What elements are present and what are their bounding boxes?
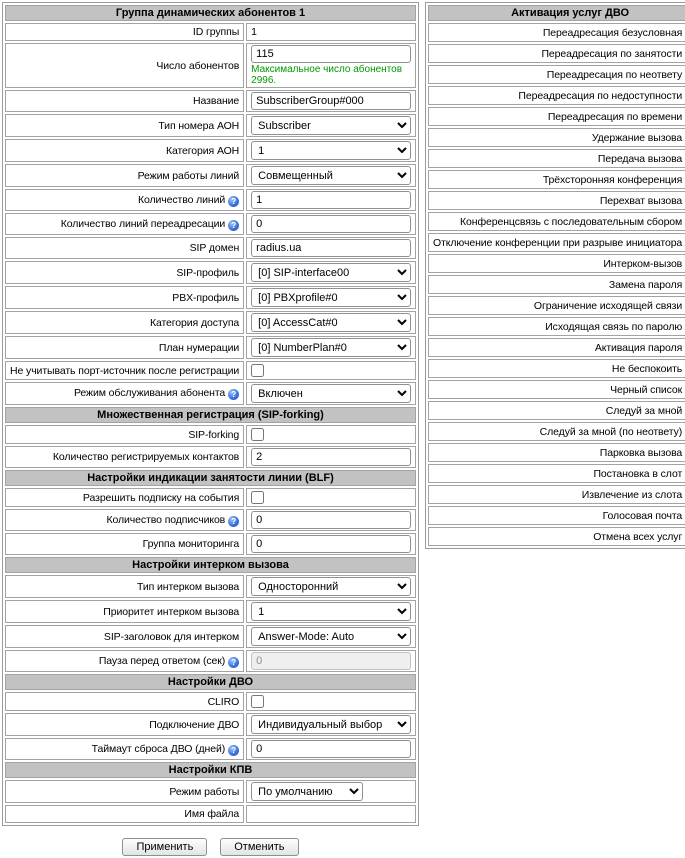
field-label: Не учитывать порт-источник после регистрации [10,364,240,377]
field-row [5,446,416,468]
field-label-cell [5,23,244,41]
field-control-cell [246,189,416,211]
select-input[interactable] [251,715,411,734]
service-label-cell [428,191,685,210]
field-label-cell [5,114,244,137]
service-row [428,317,685,336]
field-label: Имя файла [184,808,240,820]
checkbox-input[interactable] [251,428,264,441]
field-row [5,509,416,531]
section-row [5,762,416,778]
service-label: Ограничение исходящей связи [533,299,683,312]
field-label-cell [5,336,244,359]
text-input[interactable] [251,448,411,466]
service-label-cell [428,485,685,504]
select-input[interactable] [251,782,363,801]
field-label-cell [5,488,244,507]
select-input[interactable] [251,602,411,621]
field-label-cell [5,533,244,555]
service-row [428,422,685,441]
service-label-cell [428,233,685,252]
field-row [5,114,416,137]
field-label-cell [5,625,244,648]
help-icon: ? [228,389,239,400]
field-label-cell [5,446,244,468]
service-row [428,380,685,399]
service-row [428,128,685,147]
field-row [5,488,416,507]
field-label: Категория доступа [149,316,240,329]
service-row [428,506,685,525]
service-label: Черный список [610,383,683,396]
select-input[interactable] [251,166,411,185]
text-input[interactable] [251,511,411,529]
field-row [5,361,416,380]
field-label: Режим работы линий [137,169,240,182]
service-row [428,107,685,126]
service-label-cell [428,107,685,126]
section-header: Настройки индикации занятости линии (BLF) [5,470,416,486]
field-label: Количество линий [137,193,226,206]
field-control-cell [246,261,416,284]
field-control-cell [246,533,416,555]
field-row [5,600,416,623]
text-input[interactable] [251,239,411,257]
left-panel-title: Группа динамических абонентов 1 [5,5,416,21]
left-panel-header-row [5,5,416,21]
text-input[interactable] [251,191,411,209]
service-row [428,338,685,357]
field-row [5,43,416,88]
select-input[interactable] [251,627,411,646]
field-row [5,382,416,405]
text-input[interactable] [251,92,411,110]
service-label: Активация пароля [594,341,683,354]
field-control-cell [246,738,416,760]
service-label: Передача вызова [597,152,683,165]
field-control-cell [246,90,416,112]
service-label-cell [428,86,685,105]
field-label-cell [5,139,244,162]
service-row [428,296,685,315]
section-header: Настройки КПВ [5,762,416,778]
section-header: Множественная регистрация (SIP-forking) [5,407,416,423]
subscriber-group-panel [2,2,419,856]
section-row [5,674,416,690]
service-label-cell [428,443,685,462]
service-label-cell [428,380,685,399]
service-row [428,65,685,84]
field-label-cell [5,213,244,235]
field-label: Тип интерком вызова [136,580,240,593]
field-label: Таймаут сброса ДВО (дней) [91,742,226,755]
field-label: План нумерации [158,341,240,354]
field-label: Режим обслуживания абонента [73,387,226,399]
service-label: Интерком-вызов [603,257,683,270]
field-label-cell [5,692,244,711]
field-row [5,713,416,736]
field-label-cell [5,780,244,803]
field-row [5,805,416,823]
field-control-cell [246,425,416,444]
field-row [5,575,416,598]
page [2,2,683,856]
service-row [428,401,685,420]
field-control-cell [246,286,416,309]
text-input[interactable] [251,740,411,758]
field-row [5,425,416,444]
select-input[interactable] [251,116,411,135]
select-input[interactable] [251,313,411,332]
service-label: Трёхсторонняя конференция [542,173,683,186]
service-label: Перехват вызова [599,194,683,207]
service-label: Переадресация по недоступности [518,89,683,102]
field-label-cell [5,189,244,211]
field-label-cell [5,600,244,623]
text-input[interactable] [251,535,411,553]
field-label-cell [5,805,244,823]
field-label-cell [5,237,244,259]
service-label: Голосовая почта [602,509,683,522]
field-label-cell [5,509,244,531]
checkbox-input[interactable] [251,491,264,504]
service-label: Постановка в слот [593,467,683,480]
service-row [428,359,685,378]
service-label-cell [428,401,685,420]
help-icon: ? [228,220,239,231]
service-label: Переадресация по неответу [546,68,683,81]
field-label: SIP домен [189,242,240,254]
service-row [428,191,685,210]
section-row [5,470,416,486]
field-label: Тип номера АОН [158,119,240,132]
field-label-cell [5,43,244,88]
service-label: Переадресация по времени [547,110,683,123]
checkbox-input[interactable] [251,695,264,708]
field-row [5,139,416,162]
field-label: Количество регистрируемых контактов [52,451,240,463]
field-control-cell [246,650,416,672]
section-header: Настройки интерком вызова [5,557,416,573]
field-row [5,90,416,112]
field-label: Группа мониторинга [142,538,240,550]
service-label: Исходящая связь по паролю [545,320,683,333]
form-actions [2,838,419,856]
field-label: SIP-профиль [176,266,240,279]
field-row [5,650,416,672]
service-label: Конференцсвязь с последовательным сбором [459,215,683,228]
service-row [428,527,685,546]
field-control-cell [246,164,416,187]
service-row [428,233,685,252]
field-label: Количество подписчиков [106,513,226,526]
field-row [5,164,416,187]
select-input[interactable] [251,263,411,282]
service-row [428,464,685,483]
help-icon: ? [228,745,239,756]
service-label-cell [428,128,685,147]
service-label-cell [428,296,685,315]
field-label-cell [5,650,244,672]
service-row [428,86,685,105]
field-control-cell [246,23,416,41]
field-label: Количество линий переадресации [60,217,226,230]
service-label: Следуй за мной (по неответу) [539,425,683,438]
field-row [5,336,416,359]
field-value: 1 [251,26,258,38]
service-label: Парковка вызова [599,446,683,459]
section-row [5,557,416,573]
service-label-cell [428,44,685,63]
service-label-cell [428,212,685,231]
select-input[interactable] [251,288,411,307]
field-control-cell [246,361,416,380]
field-control-cell [246,780,416,803]
field-row [5,189,416,211]
field-label-cell [5,261,244,284]
select-input[interactable] [251,338,411,357]
field-row [5,533,416,555]
service-label: Следуй за мной [605,404,683,417]
section-header: Настройки ДВО [5,674,416,690]
field-label-cell [5,382,244,405]
apply-button[interactable]: Применить [122,838,207,856]
field-control-cell [246,213,416,235]
right-panel-title: Активация услуг ДВО [428,5,685,21]
service-label-cell [428,338,685,357]
field-label: Число абонентов [156,59,240,72]
service-label-cell [428,170,685,189]
field-control-cell [246,139,416,162]
service-label: Переадресация по занятости [541,47,683,60]
section-row [5,407,416,423]
field-row [5,213,416,235]
field-label: SIP-заголовок для интерком [103,630,240,643]
field-row [5,692,416,711]
service-label-cell [428,23,685,42]
field-label-cell [5,713,244,736]
service-label: Переадресация безусловная [542,26,683,39]
field-control-cell [246,114,416,137]
field-label: SIP-forking [188,428,240,441]
field-row [5,237,416,259]
field-label-cell [5,164,244,187]
field-label-cell [5,90,244,112]
field-control-cell [246,311,416,334]
field-control-cell [246,237,416,259]
field-control-cell [246,336,416,359]
service-row [428,44,685,63]
service-label-cell [428,65,685,84]
text-input[interactable] [251,215,411,233]
field-label: Название [193,95,240,107]
field-label: Приоритет интерком вызова [103,605,240,618]
service-label-cell [428,422,685,441]
field-label: Пауза перед ответом (сек) [98,654,226,667]
field-label-cell [5,361,244,380]
field-control-cell [246,625,416,648]
field-row [5,23,416,41]
field-label: ID группы [192,26,240,38]
field-label-cell [5,286,244,309]
field-label-cell [5,738,244,760]
field-control-cell [246,805,416,823]
service-row [428,443,685,462]
service-row [428,254,685,273]
field-control-cell [246,43,416,88]
cancel-button[interactable]: Отменить [220,838,298,856]
field-label: Подключение ДВО [149,718,240,731]
service-row [428,149,685,168]
service-label-cell [428,359,685,378]
service-label-cell [428,317,685,336]
field-control-cell [246,446,416,468]
hint-text: Максимальное число абонентов 2996. [251,64,403,86]
help-icon: ? [228,196,239,207]
field-control-cell [246,575,416,598]
select-input[interactable] [251,577,411,596]
field-label: Режим работы [169,785,240,798]
select-input[interactable] [251,384,411,403]
service-label: Отключение конференции при разрыве инициатора [433,236,683,249]
field-row [5,625,416,648]
service-label: Отмена всех услуг [593,530,683,543]
services-activation-table [425,2,685,549]
subscriber-group-form [2,2,419,826]
field-label-cell [5,575,244,598]
field-label: Категория АОН [165,144,240,157]
help-icon: ? [228,657,239,668]
service-row [428,212,685,231]
text-input [251,652,411,670]
service-row [428,485,685,504]
field-label: Разрешить подписку на события [82,491,240,504]
field-label: PBX-профиль [172,291,240,304]
field-row [5,780,416,803]
field-label-cell [5,425,244,444]
service-label: Замена пароля [608,278,683,291]
field-label-cell [5,311,244,334]
service-row [428,23,685,42]
field-control-cell [246,488,416,507]
field-row [5,738,416,760]
checkbox-input[interactable] [251,364,264,377]
service-label-cell [428,254,685,273]
field-row [5,261,416,284]
text-input[interactable] [251,45,411,63]
field-label: CLIRO [207,695,240,708]
field-control-cell [246,382,416,405]
service-row [428,275,685,294]
field-control-cell [246,600,416,623]
service-label: Удержание вызова [591,131,683,144]
select-input[interactable] [251,141,411,160]
service-label-cell [428,506,685,525]
services-activation-panel [425,2,683,549]
service-label: Не беспокоить [611,362,683,375]
service-label-cell [428,275,685,294]
service-label-cell [428,527,685,546]
right-panel-header-row [428,5,685,21]
service-label-cell [428,464,685,483]
field-row [5,286,416,309]
field-control-cell [246,692,416,711]
help-icon: ? [228,516,239,527]
service-label: Извлечение из слота [581,488,683,501]
field-control-cell [246,713,416,736]
service-row [428,170,685,189]
field-row [5,311,416,334]
service-label-cell [428,149,685,168]
field-control-cell [246,509,416,531]
